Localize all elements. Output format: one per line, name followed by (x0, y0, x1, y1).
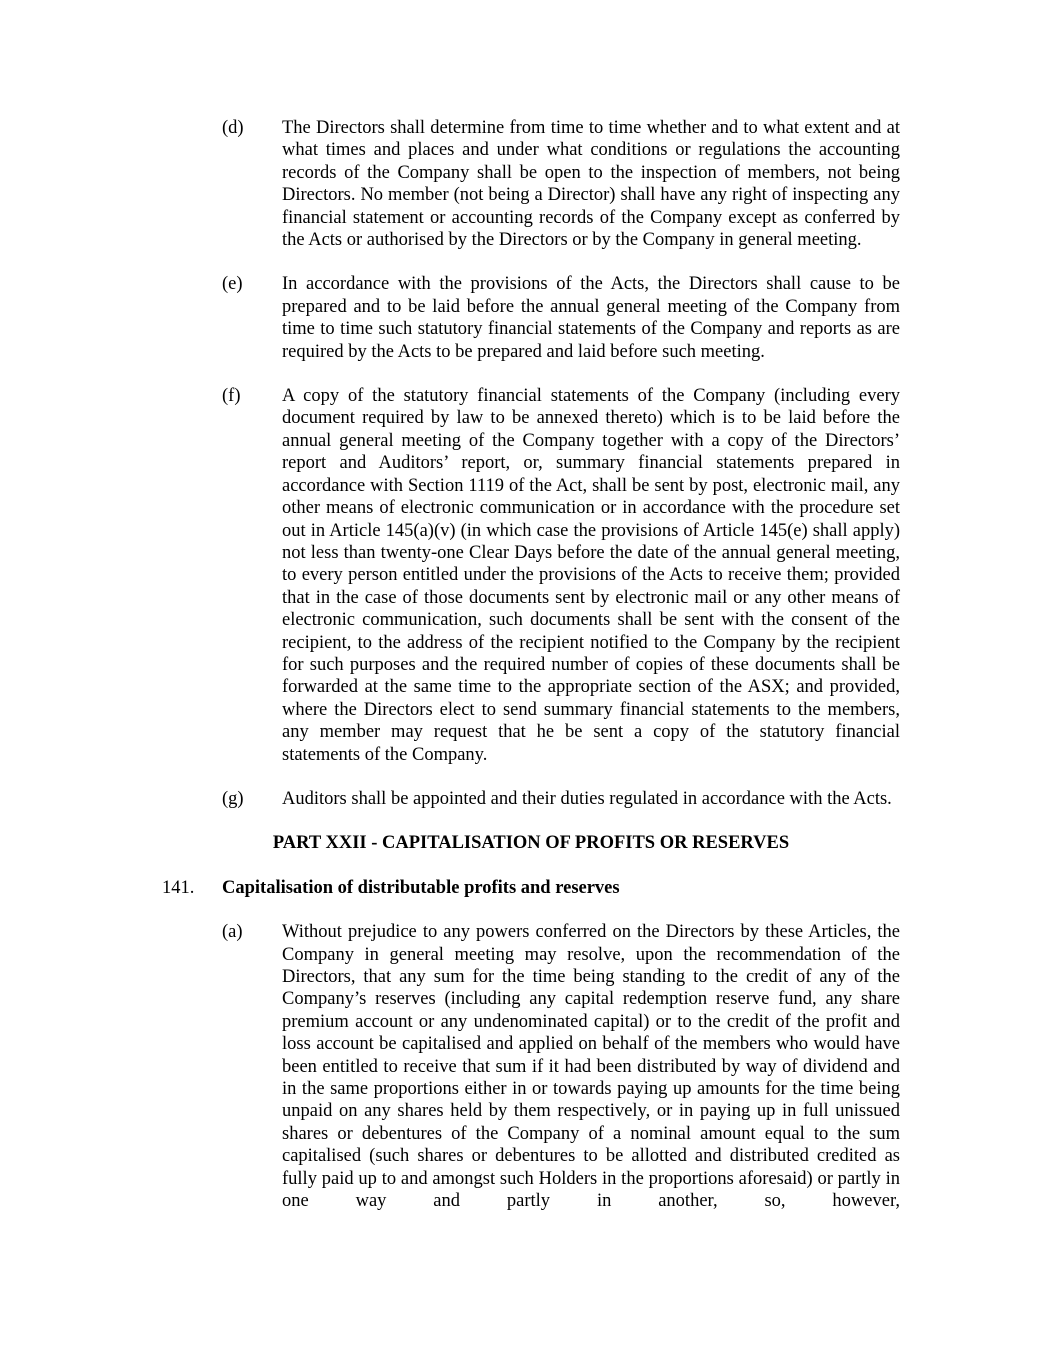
paragraph-a (222, 921, 900, 1212)
paragraph-a-text: Without prejudice to any powers conferred on the Directors by these Articles, the Company in general meeting may resolve, upon the recommendation of the Directors, that any sum for the time being standing to the credit of any of the Company’s reserves (including any capital redemption reserve fund, any share premium account or any undenominated capital) or to the credit of the profit and loss account be capitalised and applied on behalf of the members who would have been entitled to receive that sum if it had been distributed by way of dividend and in the same proportions either in or towards paying up amounts for the time being unpaid on any shares held by them respectively, or in paying up in full unissued shares or debentures of the Company of a nominal amount equal to the sum capitalised (such shares or debentures to be allotted and distributed credited as fully paid up to and amongst such Holders in the proportions aforesaid) or partly in one way and partly in another, so, however, (282, 922, 900, 1212)
paragraph-e-text: In accordance with the provisions of the Acts, the Directors shall cause to be prepared and to be laid before the annual general meeting of the Company from time to time such statutory financial statements of the Company and reports as are required by the Acts to be prepared and laid before such meeting. (282, 274, 900, 362)
paragraph-f (222, 385, 900, 766)
paragraph-f-label: (f) (222, 386, 241, 407)
paragraph-e-label: (e) (222, 274, 243, 295)
paragraph-f-text: A copy of the statutory financial statements of the Company (including every document required by law to be annexed thereto) which is to be laid before the annual general meeting of the Company together with a copy of the Directors’ report and Auditors’ report, or, summary financial statements prepared in accordance with Section 1119 of the Act, shall be sent by post, electronic mail, any other means of electronic communication or in accordance with the procedure set out in Article 145(a)(v) (in which case the provisions of Article 145(e) shall apply) not less than twenty-one Clear Days before the date of the annual general meeting, to every person entitled under the provisions of the Acts to receive them; provided that in the case of those documents sent by electronic mail or any other means of electronic communication, such documents shall be sent with the consent of the recipient, to the address of the recipient notified to the Company by the recipient for such purposes and the required number of copies of these documents shall be forwarded at the same time to the appropriate section of the ASX; and provided, where the Directors elect to send summary financial statements to the members, any member may request that he be sent a copy of the statutory financial statements of the Company. (282, 386, 900, 765)
paragraph-g (222, 788, 900, 810)
document-content (162, 117, 900, 1234)
paragraph-a-label: (a) (222, 922, 243, 943)
paragraph-e (222, 273, 900, 363)
paragraph-g-text: Auditors shall be appointed and their duties regulated in accordance with the Acts. (282, 788, 892, 809)
paragraph-d-text: The Directors shall determine from time to time whether and to what extent and at what times and places and under what conditions or regulations the accounting records of the Company shall be open to the inspection of members, not being Directors. No member (not being a Director) shall have any right of inspecting any financial statement or accounting records of the Company except as conferred by the Acts or authorised by the Directors or by the Company in general meeting. (282, 118, 900, 251)
section-title: Capitalisation of distributable profits and reserves (222, 877, 620, 898)
part-heading: PART XXII - CAPITALISATION OF PROFITS OR RESERVES (272, 833, 790, 854)
paragraph-d-label: (d) (222, 118, 244, 138)
paragraph-d (222, 117, 900, 251)
paragraph-g-label: (g) (222, 788, 244, 809)
section-number: 141. (162, 877, 195, 898)
section-heading (162, 877, 900, 899)
